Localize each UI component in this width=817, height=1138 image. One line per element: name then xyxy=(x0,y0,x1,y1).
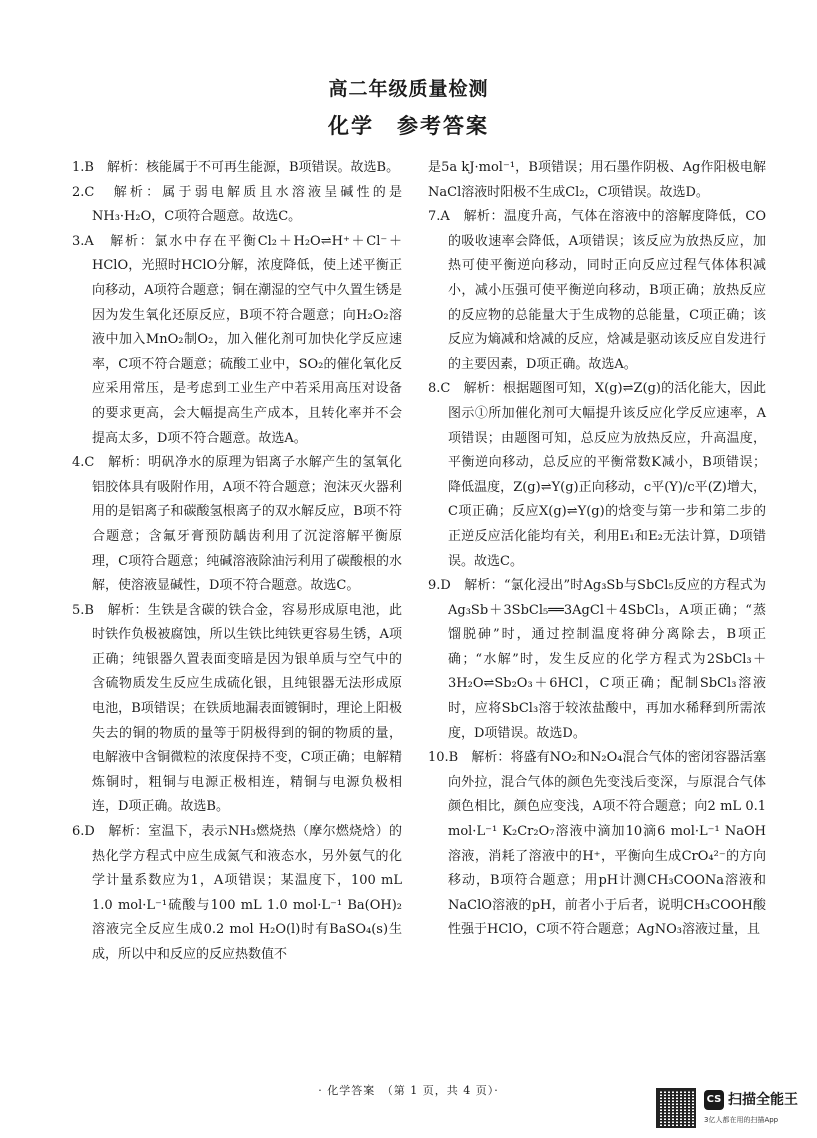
answer-item: 7.A 解析：温度升高，气体在溶液中的溶解度降低，CO的吸收速率会降低，A项错误；该反应为放热反应，加热可使平衡逆向移动，同时正向反应过程气体体积减小，减小压强可使平衡逆向移动，B项正确；放热反应的反应物的总能量大于生成物的总能量，C项正确；该反应为熵减和焓减的反应，焓减是驱动该反应自发进行的主要因素，D项正确。故选A。 xyxy=(428,209,766,372)
camscanner-logo-icon: CS xyxy=(704,1090,724,1110)
page-footer: · 化学答案 （第 1 页，共 4 页）· xyxy=(318,1084,499,1097)
answer-item: 2.C 解析：属于弱电解质且水溶液呈碱性的是NH₃·H₂O，C项符合题意。故选C。 xyxy=(72,184,402,225)
answer-item: 1.B 解析：核能属于不可再生能源，B项错误。故选B。 xyxy=(72,160,400,175)
page-subtitle: 化学 参考答案 xyxy=(328,114,489,138)
answer-item: 3.A 解析：氯水中存在平衡Cl₂＋H₂O⇌H⁺＋Cl⁻＋HClO，光照时HClO分解，浓度降低，使上述平衡正向移动，A项符合题意；铜在潮湿的空气中久置生锈是因为发生氧化还原反应，B项不符合题意；向H₂O₂溶液中加入MnO₂制O₂，加入催化剂可加快化学反应速率，C项不符合题意；硫酸工业中，SO₂的催化氧化反应采用常压，是考虑到工业生产中若采用高压对设备的要求更高，会大幅提高生产成本，且转化率并不会提高太多，D项不符合题意。故选A。 xyxy=(72,233,402,446)
answer-item: 6.D 解析：室温下，表示NH₃燃烧热（摩尔燃烧焓）的热化学方程式中应生成氮气和液态水，另外氨气的化学计量系数应为1，A项错误；某温度下，100 mL 1.0 mol·L⁻¹硫酸与100 mL 1.0 mol·L⁻¹ Ba(OH)₂溶液完全反应生成0.2 mol H₂O(l)时有BaSO₄(s)生成，所以中和反应的反应热数值不 xyxy=(72,824,402,962)
title-block xyxy=(0,74,817,144)
answer-item: 5.B 解析：生铁是含碳的铁合金，容易形成原电池，此时铁作负极被腐蚀，所以生铁比纯铁更容易生锈，A项正确；纯银器久置表面变暗是因为银单质与空气中的含硫物质发生反应生成硫化银，且纯银器无法形成原电池，B项错误；在铁质地漏表面镀铜时，理论上阳极失去的铜的物质的量等于阴极得到的铜的物质的量，电解液中含铜微粒的浓度保持不变，C项正确；电解精炼铜时，粗铜与电源正极相连，精铜与电源负极相连，D项正确。故选B。 xyxy=(72,602,402,815)
answer-item: 10.B 解析：将盛有NO₂和N₂O₄混合气体的密闭容器活塞向外拉，混合气体的颜色先变浅后变深，与原混合气体颜色相比，颜色应变浅，A项不符合题意；向2 mL 0.1 mol·L⁻¹ K₂Cr₂O₇溶液中滴加10滴6 mol·L⁻¹ NaOH溶液，消耗了溶液中的H⁺，平衡向生成CrO₄²⁻的方向移动，B项符合题意；用pH计测CH₃COONa溶液和NaClO溶液的pH，前者小于后者，说明CH₃COOH酸性强于HClO，C项不符合题意；AgNO₃溶液过量，且 xyxy=(428,750,766,938)
answer-item: 是5a kJ·mol⁻¹，B项错误；用石墨作阴极、Ag作阳极电解NaCl溶液时阳极不生成Cl₂，C项错误。故选D。 xyxy=(428,160,766,200)
watermark-name: 扫描全能王 xyxy=(728,1092,798,1108)
answer-item: 4.C 解析：明矾净水的原理为铝离子水解产生的氢氧化铝胶体具有吸附作用，A项不符合题意；泡沫灭火器利用的是铝离子和碳酸氢根离子的双水解反应，B项不符合题意；含氟牙膏预防龋齿利用了沉淀溶解平衡原理，C项符合题意；纯碱溶液除油污利用了碳酸根的水解，使溶液显碱性，D项不符合题意。故选C。 xyxy=(72,455,402,594)
left-column xyxy=(72,156,402,968)
qr-code-icon xyxy=(656,1088,696,1128)
right-column xyxy=(428,156,766,943)
answer-item: 8.C 解析：根据题图可知，X(g)⇌Z(g)的活化能大，因此图示①所加催化剂可大幅提升该反应化学反应速率，A项错误；由题图可知，总反应为放热反应，升高温度，平衡逆向移动，总反应的平衡常数K减小，B项错误；降低温度，Z(g)⇌Y(g)正向移动，c平(Y)/c平(Z)增大，C项正确；反应X(g)⇌Y(g)的焓变与第一步和第二步的正逆反应活化能均有关，利用E₁和E₂无法计算，D项错误。故选C。 xyxy=(428,381,766,569)
watermark-tagline: 3亿人都在用的扫描App xyxy=(704,1116,779,1124)
answer-item: 9.D 解析：“氯化浸出”时Ag₃Sb与SbCl₅反应的方程式为Ag₃Sb＋3SbCl₅══3AgCl＋4SbCl₃，A项正确；“蒸馏脱砷”时，通过控制温度将砷分离除去，B项正确；“水解”时，发生反应的化学方程式为2SbCl₃＋3H₂O⇌Sb₂O₃＋6HCl，C项正确；配制SbCl₃溶液时，应将SbCl₃溶于较浓盐酸中，再加水稀释到所需浓度，D项错误。故选D。 xyxy=(428,578,766,741)
page-title: 高二年级质量检测 xyxy=(328,78,489,100)
